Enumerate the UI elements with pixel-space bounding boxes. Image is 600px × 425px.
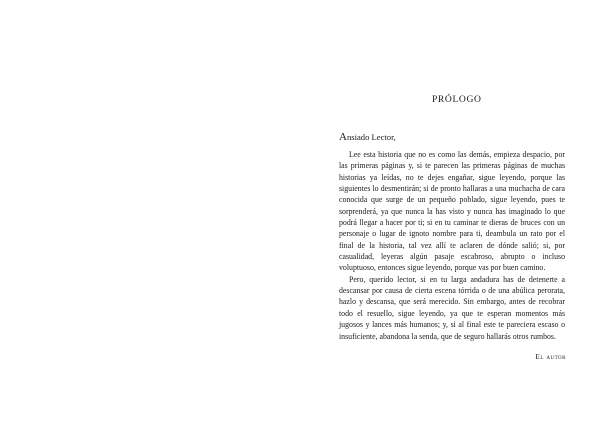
paragraph-2: Pero, querido lector, si en tu larga andadura has de detenerte a descansar por causa de cierta escena tórrida o de una abúlica perorata, hazlo y descansa, que será merecido. Sin embargo, antes de recobrar todo el resuello, sigue leyendo, ya que te esperan momentos más jugosos y lances más humanos; y, si al final este te pareciera escaso o insuficiente, abandona la senda, que de seguro hallarás otros rumbos.: [339, 274, 565, 341]
prologue-body: [339, 149, 565, 342]
salutation-initial: A: [339, 131, 347, 143]
paragraph-1: Lee esta historia que no es como las demás, empieza despacio, por las primeras páginas y, si te parecen las primeras páginas de muchas historias ya leídas, no te dejes engañar, sigue leyendo, porque las siguientes lo desmentirán; si de pronto hallaras a una muchacha de cara conocida que surge de un pequeño poblado, sigue leyendo, pues te sorprenderá, ya que nunca la has visto y nunca has imaginado lo que podrá llegar a hacer por ti; si en tu caminar te dieras de bruces con un personaje o lugar de ignoto nombre para ti, deambula un rato por el final de la historia, tal vez allí te aclaren de dónde salió; si, por casualidad, leyeras algún pasaje escabroso, abrupto o incluso voluptuoso, entonces sigue leyendo, porque vas por buen camino.: [339, 150, 565, 273]
author-signature: El autor: [535, 352, 566, 361]
page-title: PRÓLOGO: [432, 94, 482, 105]
salutation: [339, 131, 396, 143]
salutation-rest: nsiado Lector,: [346, 132, 396, 142]
